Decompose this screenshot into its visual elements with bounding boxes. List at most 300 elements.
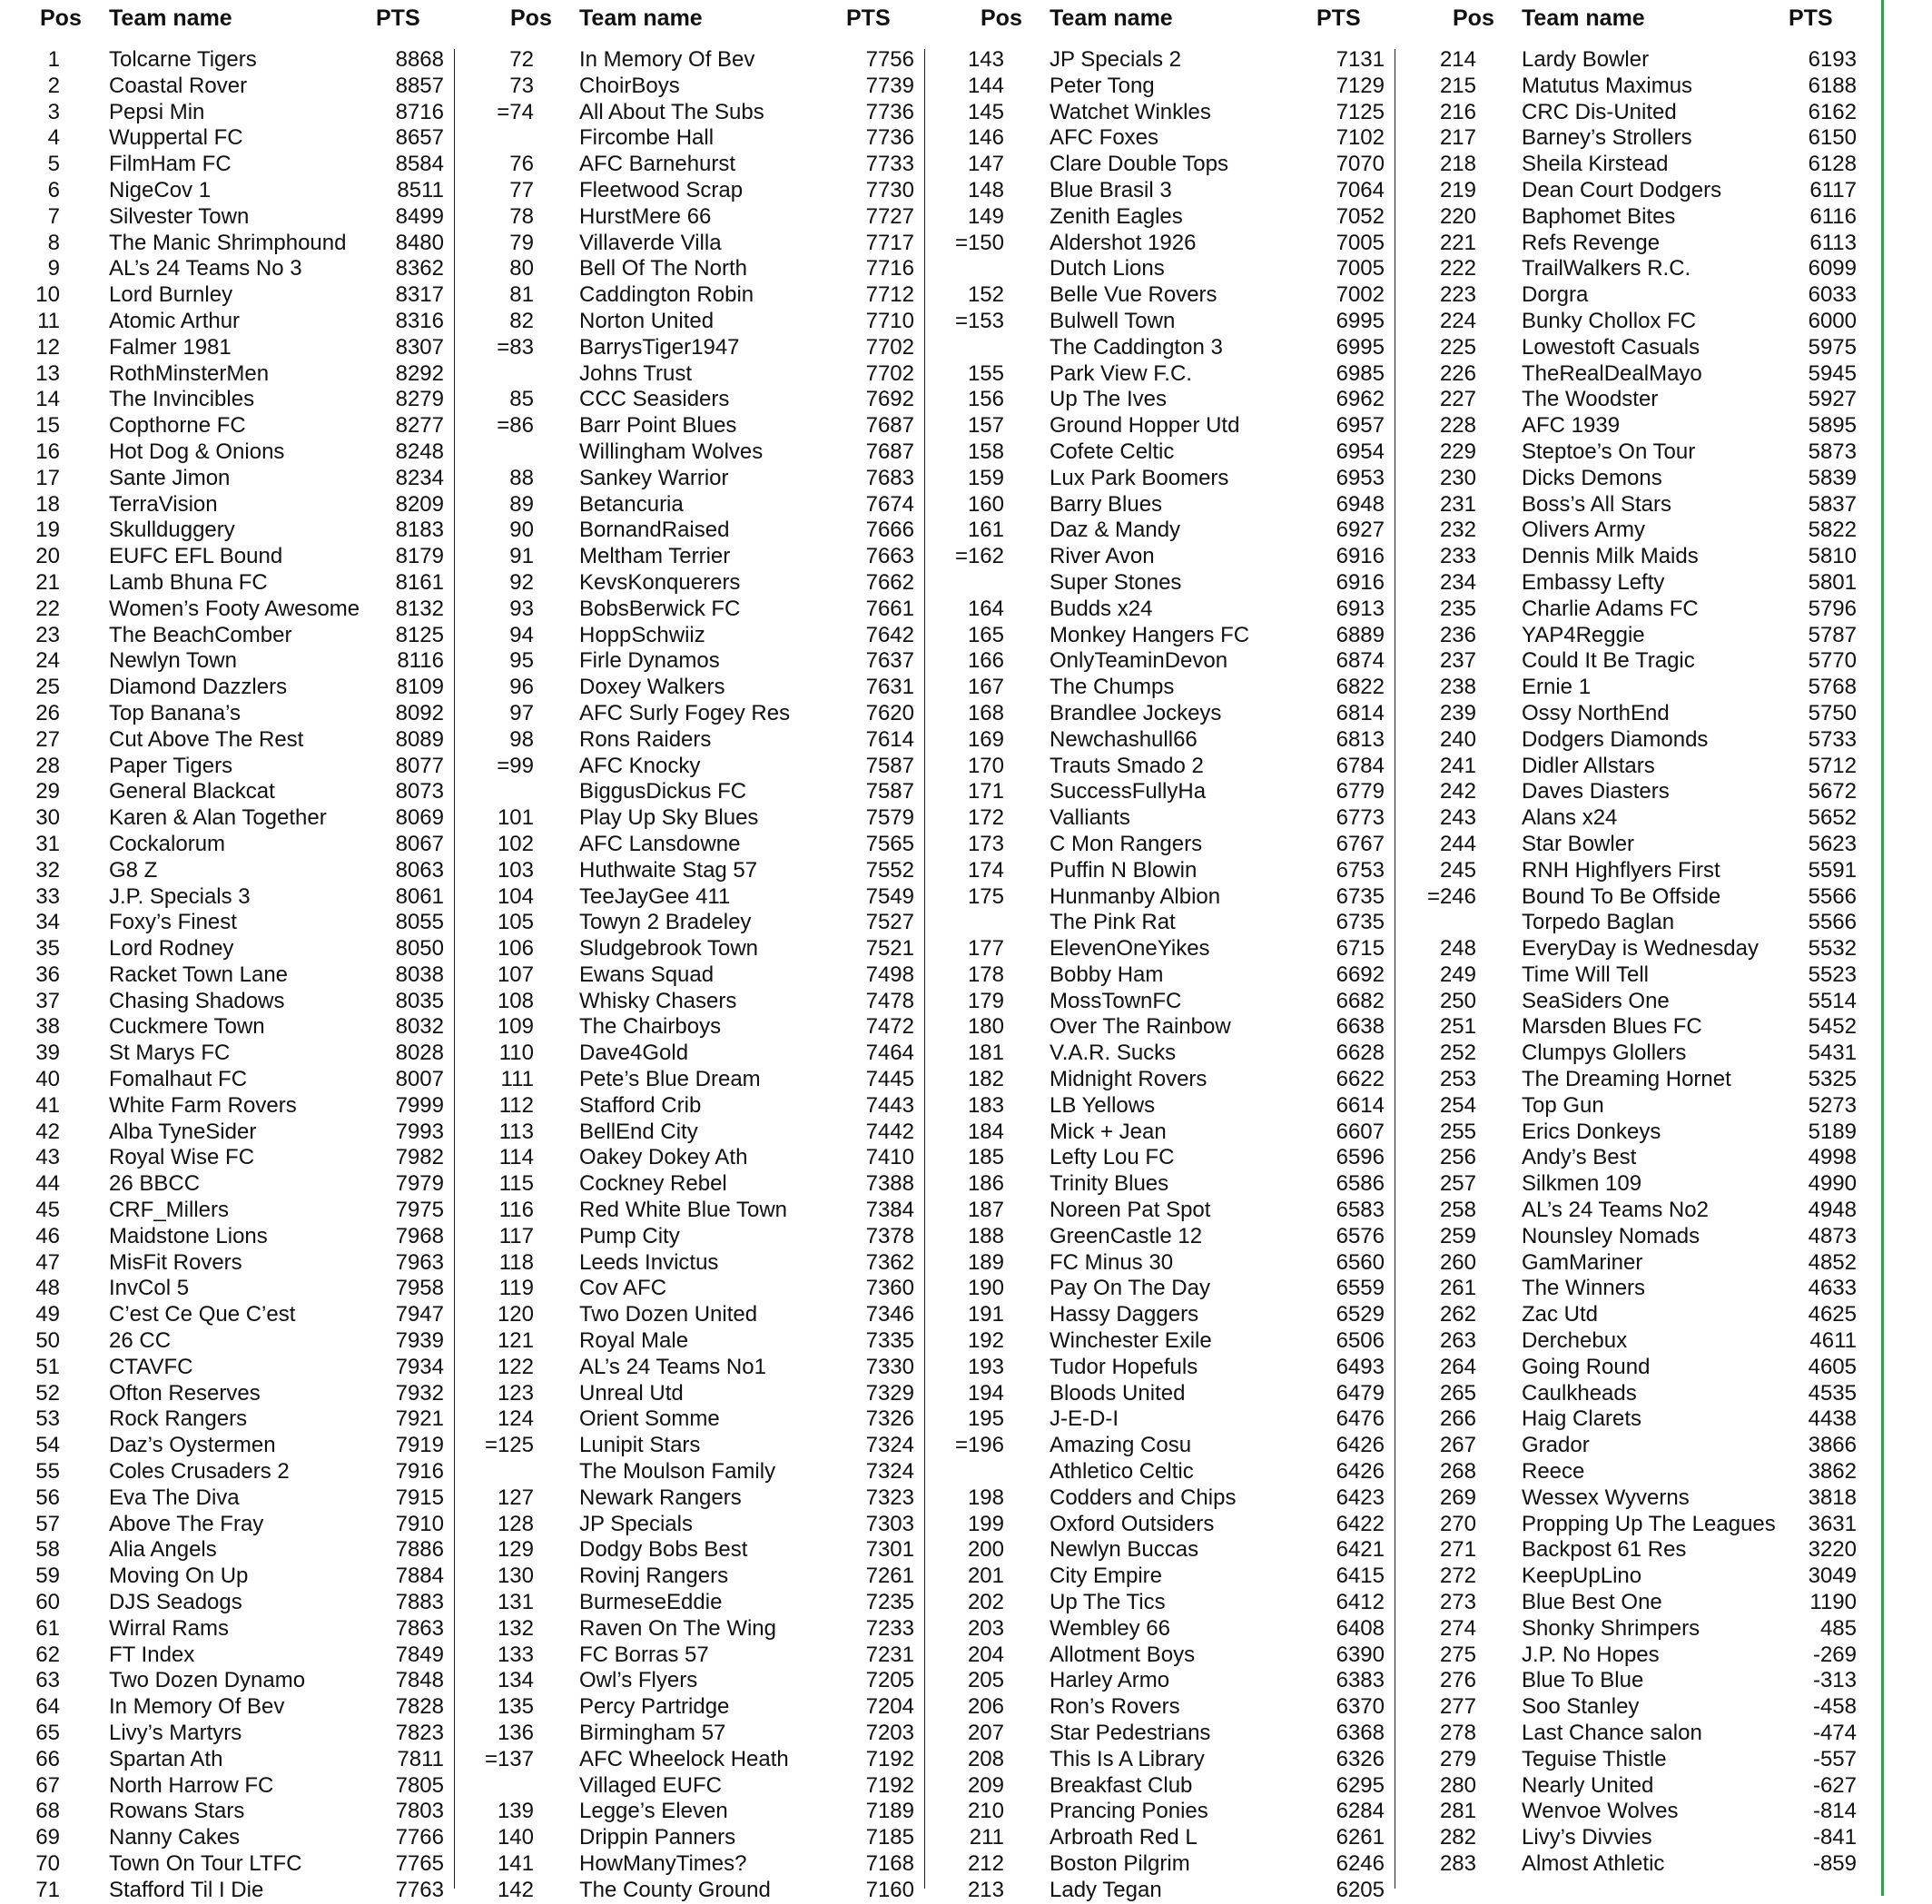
pts-cell: 6415 <box>1336 1564 1385 1589</box>
team-name-cell: Bound To Be Offside <box>1522 883 1721 909</box>
pos-cell: 61 <box>35 1615 60 1641</box>
team-name-cell: Fleetwood Scrap <box>579 177 744 202</box>
table-row <box>1425 100 1892 126</box>
pts-cell: 7303 <box>865 1511 914 1536</box>
team-name-cell: Willingham Wolves <box>579 439 764 464</box>
pos-cell: 182 <box>967 1067 1004 1092</box>
table-row <box>13 1878 479 1904</box>
pts-cell: 5801 <box>1808 569 1857 595</box>
team-name-cell: Town On Tour LTFC <box>109 1850 302 1876</box>
team-name-cell: Newchashull66 <box>1050 726 1198 752</box>
table-row <box>1425 361 1892 388</box>
pos-cell: 71 <box>35 1877 60 1902</box>
table-row <box>13 1067 479 1093</box>
team-name-cell: FilmHam FC <box>109 152 232 177</box>
table-row <box>13 1406 479 1433</box>
table-row <box>1425 309 1892 335</box>
table-row <box>1425 1668 1892 1694</box>
pos-cell: 36 <box>35 962 60 987</box>
header-team-name: Team name <box>1050 5 1173 31</box>
pos-cell: 90 <box>509 518 534 543</box>
pts-cell: -859 <box>1812 1850 1857 1876</box>
team-name-cell: The County Ground <box>579 1877 771 1902</box>
team-name-cell: JP Specials <box>579 1511 693 1536</box>
team-name-cell: Last Chance salon <box>1522 1721 1702 1745</box>
pts-cell: 8499 <box>395 203 444 229</box>
team-name-cell: Copthorne FC <box>109 413 246 439</box>
team-name-cell: AFC Surly Fogey Res <box>579 700 791 725</box>
pos-cell: 223 <box>1439 282 1476 308</box>
table-row <box>953 1381 1420 1407</box>
team-name-cell: Clumpys Glollers <box>1522 1041 1687 1066</box>
table-row <box>953 570 1420 597</box>
pts-cell: 8061 <box>395 883 444 909</box>
table-row <box>953 413 1420 439</box>
pts-cell: 7884 <box>395 1564 444 1589</box>
pos-cell: 244 <box>1439 831 1476 856</box>
pts-cell: 5750 <box>1808 700 1857 725</box>
pts-cell: 6205 <box>1336 1877 1385 1902</box>
team-name-cell: Newlyn Buccas <box>1050 1537 1199 1563</box>
header-pos: Pos <box>981 5 1022 31</box>
table-row <box>483 1668 950 1694</box>
pts-cell: 5927 <box>1808 387 1857 412</box>
pos-cell: 222 <box>1439 256 1476 281</box>
table-row <box>13 1328 479 1355</box>
pos-cell: 40 <box>35 1067 60 1092</box>
team-name-cell: BellEnd City <box>579 1119 698 1144</box>
pos-cell: 253 <box>1439 1067 1476 1092</box>
pts-cell: 8028 <box>395 1041 444 1066</box>
table-row <box>13 1145 479 1171</box>
pts-cell: 6559 <box>1336 1276 1385 1301</box>
team-name-cell: Diamond Dazzlers <box>109 675 288 700</box>
pts-cell: 7203 <box>865 1721 914 1745</box>
pos-cell: 124 <box>497 1406 534 1432</box>
pos-cell: 103 <box>497 857 534 883</box>
pos-cell: 267 <box>1439 1433 1476 1458</box>
pos-cell: 9 <box>47 256 60 281</box>
table-row <box>483 125 950 152</box>
table-row <box>13 178 479 204</box>
header-pts: PTS <box>376 5 420 31</box>
table-row <box>483 204 950 231</box>
team-name-cell: Oxford Outsiders <box>1050 1511 1215 1536</box>
team-name-cell: AFC 1939 <box>1522 413 1621 439</box>
pts-cell: 5325 <box>1808 1067 1857 1092</box>
team-name-cell: Sheila Kirstead <box>1522 152 1669 177</box>
team-name-cell: Alba TyneSider <box>109 1119 257 1144</box>
team-name-cell: Zac Utd <box>1522 1302 1599 1327</box>
pos-cell: 63 <box>35 1668 60 1693</box>
table-row <box>483 962 950 989</box>
pts-cell: 6813 <box>1336 726 1385 752</box>
pts-cell: 6529 <box>1336 1302 1385 1327</box>
pts-cell: 7614 <box>865 726 914 752</box>
table-row <box>483 1328 950 1355</box>
pos-cell: 5 <box>47 152 60 177</box>
team-name-cell: Going Round <box>1522 1354 1651 1379</box>
pts-cell: 5712 <box>1808 753 1857 778</box>
pos-cell: 235 <box>1439 596 1476 621</box>
team-name-cell: Cut Above The Rest <box>109 726 304 752</box>
pts-cell: 6188 <box>1808 73 1857 98</box>
pts-cell: 7993 <box>395 1119 444 1144</box>
pos-cell: 264 <box>1439 1354 1476 1379</box>
pos-cell: 82 <box>509 308 534 333</box>
team-name-cell: Lunipit Stars <box>579 1433 701 1458</box>
team-name-cell: Watchet Winkles <box>1050 99 1211 124</box>
table-row <box>1425 1145 1892 1171</box>
team-name-cell: Nearly United <box>1522 1772 1654 1798</box>
pos-cell: 121 <box>497 1328 534 1354</box>
table-row <box>953 282 1420 309</box>
pts-cell: 6368 <box>1336 1721 1385 1745</box>
team-name-cell: Tolcarne Tigers <box>109 47 257 72</box>
table-row <box>13 1041 479 1067</box>
pos-cell: 188 <box>967 1223 1004 1248</box>
header-pts: PTS <box>846 5 891 31</box>
table-row <box>953 675 1420 701</box>
team-name-cell: Daves Diasters <box>1522 779 1670 804</box>
team-name-cell: Ossy NorthEnd <box>1522 700 1670 725</box>
table-row <box>953 1302 1420 1328</box>
pts-cell: 4990 <box>1808 1171 1857 1197</box>
table-column-1 <box>13 0 479 1902</box>
team-name-cell: Haig Clarets <box>1522 1406 1642 1432</box>
pts-cell: 7168 <box>865 1850 914 1876</box>
team-name-cell: Wirral Rams <box>109 1615 229 1641</box>
pts-cell: 7192 <box>865 1772 914 1798</box>
table-row <box>13 623 479 649</box>
table-row <box>13 675 479 701</box>
team-name-cell: Foxy’s Finest <box>109 910 237 935</box>
team-name-cell: Villaged EUFC <box>579 1772 722 1798</box>
team-name-cell: Barry Blues <box>1050 491 1163 517</box>
pos-cell: 45 <box>35 1198 60 1223</box>
table-row <box>953 858 1420 884</box>
pos-cell: 271 <box>1439 1537 1476 1563</box>
pts-cell: 8055 <box>395 910 444 935</box>
pts-cell: 8092 <box>395 700 444 725</box>
column-divider <box>454 49 455 1889</box>
pos-cell: 242 <box>1439 779 1476 804</box>
team-name-cell: Peter Tong <box>1050 73 1155 98</box>
team-name-cell: Steptoe’s On Tour <box>1522 439 1696 464</box>
pts-cell: 5796 <box>1808 596 1857 621</box>
pos-cell: 28 <box>35 753 60 778</box>
pts-cell: 6421 <box>1336 1537 1385 1563</box>
table-row <box>1425 597 1892 623</box>
pos-cell: 128 <box>497 1511 534 1536</box>
team-name-cell: Ron’s Rovers <box>1050 1694 1180 1720</box>
pts-cell: 7005 <box>1336 230 1385 255</box>
pos-cell: 228 <box>1439 413 1476 439</box>
table-row <box>483 492 950 518</box>
table-row <box>483 309 950 335</box>
team-name-cell: Maidstone Lions <box>109 1223 268 1248</box>
team-name-cell: BobsBerwick FC <box>579 596 741 621</box>
table-row <box>13 1564 479 1590</box>
pts-cell: 6822 <box>1336 675 1385 700</box>
team-name-cell: The Chumps <box>1050 675 1175 700</box>
pts-cell: 6383 <box>1336 1668 1385 1693</box>
pts-cell: 7384 <box>865 1198 914 1223</box>
team-name-cell: C’est Ce Que C’est <box>109 1302 296 1327</box>
table-rows <box>483 47 950 1904</box>
pts-cell: 5591 <box>1808 857 1857 883</box>
pos-cell: 258 <box>1439 1198 1476 1223</box>
table-row <box>483 1171 950 1198</box>
pts-cell: 8248 <box>395 439 444 464</box>
team-name-cell: G8 Z <box>109 857 158 883</box>
pts-cell: 8161 <box>395 569 444 595</box>
pos-cell: 60 <box>35 1590 60 1615</box>
pts-cell: 6576 <box>1336 1223 1385 1248</box>
pts-cell: 4948 <box>1808 1198 1857 1223</box>
pos-cell: 265 <box>1439 1380 1476 1406</box>
pts-cell: 7915 <box>395 1485 444 1510</box>
pos-cell: 144 <box>967 73 1004 98</box>
table-row <box>953 1198 1420 1224</box>
pos-cell: 67 <box>35 1772 60 1798</box>
pts-cell: -814 <box>1812 1799 1857 1824</box>
pos-cell: 66 <box>35 1746 60 1771</box>
team-name-cell: North Harrow FC <box>109 1772 274 1798</box>
table-row <box>13 231 479 257</box>
pos-cell: 38 <box>35 1014 60 1040</box>
header-pts: PTS <box>1316 5 1361 31</box>
team-name-cell: Percy Partridge <box>579 1694 730 1720</box>
pos-cell: 49 <box>35 1302 60 1327</box>
pts-cell: 7712 <box>865 282 914 308</box>
pos-cell: 156 <box>967 387 1004 412</box>
pos-cell: 72 <box>509 47 534 72</box>
team-name-cell: Over The Rainbow <box>1050 1014 1231 1040</box>
team-name-cell: Embassy Lefty <box>1522 569 1665 595</box>
pts-cell: 6479 <box>1336 1380 1385 1406</box>
table-row <box>953 1250 1420 1277</box>
team-name-cell: Puffin N Blowin <box>1050 857 1198 883</box>
team-name-cell: Skullduggery <box>109 518 235 543</box>
table-row <box>953 544 1420 570</box>
pts-cell: 8480 <box>395 230 444 255</box>
pos-cell: 278 <box>1439 1721 1476 1745</box>
pts-cell: 5431 <box>1808 1041 1857 1066</box>
pos-cell: 69 <box>35 1825 60 1850</box>
table-row <box>13 1014 479 1041</box>
pos-cell: 119 <box>498 1276 534 1301</box>
table-row <box>483 648 950 675</box>
table-row <box>953 1773 1420 1800</box>
pos-cell: 135 <box>497 1694 534 1720</box>
pos-cell: 220 <box>1439 203 1476 229</box>
pos-cell: 139 <box>497 1799 534 1824</box>
pos-cell: 18 <box>35 491 60 517</box>
pts-cell: 5733 <box>1808 726 1857 752</box>
table-row <box>13 1773 479 1800</box>
pts-cell: 7886 <box>395 1537 444 1563</box>
column-header <box>1425 0 1892 40</box>
pts-cell: 6150 <box>1808 125 1857 151</box>
pts-cell: 7620 <box>865 700 914 725</box>
table-row <box>1425 832 1892 858</box>
team-name-cell: The Dreaming Hornet <box>1522 1067 1731 1092</box>
team-name-cell: Boston Pilgrim <box>1050 1850 1190 1876</box>
table-row <box>1425 1564 1892 1590</box>
pos-cell: 189 <box>967 1249 1004 1275</box>
team-name-cell: Brandlee Jockeys <box>1050 700 1222 725</box>
table-row <box>483 1067 950 1093</box>
team-name-cell: Star Pedestrians <box>1050 1721 1211 1745</box>
table-row <box>483 727 950 754</box>
pos-cell: 111 <box>500 1067 534 1092</box>
pos-cell: 169 <box>967 726 1004 752</box>
pts-cell: 6995 <box>1336 308 1385 333</box>
table-row <box>483 1198 950 1224</box>
table-row <box>1425 858 1892 884</box>
table-row <box>483 1773 950 1800</box>
pts-cell: 4633 <box>1808 1276 1857 1301</box>
team-name-cell: St Marys FC <box>109 1041 231 1066</box>
table-row <box>483 1459 950 1485</box>
team-name-cell: This Is A Library <box>1050 1746 1205 1771</box>
pos-cell: =162 <box>954 544 1004 569</box>
team-name-cell: KeepUpLino <box>1522 1564 1642 1589</box>
team-name-cell: Unreal Utd <box>579 1380 684 1406</box>
table-row <box>13 1224 479 1250</box>
pos-cell: 219 <box>1439 177 1476 202</box>
pts-cell: 5273 <box>1808 1092 1857 1118</box>
table-row <box>1425 1694 1892 1721</box>
table-row <box>953 335 1420 361</box>
team-name-cell: Breakfast Club <box>1050 1772 1193 1798</box>
pts-cell: 7947 <box>395 1302 444 1327</box>
table-row <box>13 309 479 335</box>
pos-cell: 274 <box>1439 1615 1476 1641</box>
pts-cell: 5770 <box>1808 648 1857 674</box>
pts-cell: 7805 <box>395 1772 444 1798</box>
team-name-cell: EveryDay is Wednesday <box>1522 936 1759 962</box>
pos-cell: =137 <box>484 1746 534 1771</box>
table-row <box>13 989 479 1015</box>
table-row <box>13 204 479 231</box>
pos-cell: 238 <box>1439 675 1476 700</box>
pts-cell: 7736 <box>865 125 914 151</box>
pts-cell: 5566 <box>1808 883 1857 909</box>
pts-cell: 7863 <box>395 1615 444 1641</box>
table-row <box>13 1355 479 1381</box>
table-row <box>953 1276 1420 1302</box>
team-name-cell: Livy’s Divvies <box>1522 1825 1652 1850</box>
pos-cell: 14 <box>35 387 60 412</box>
pos-cell: 93 <box>509 596 534 621</box>
team-name-cell: River Avon <box>1050 544 1155 569</box>
pts-cell: 7666 <box>865 518 914 543</box>
team-name-cell: Prancing Ponies <box>1050 1799 1208 1824</box>
pts-cell: -627 <box>1812 1772 1857 1798</box>
pts-cell: 6682 <box>1336 988 1385 1013</box>
table-row <box>13 1590 479 1616</box>
pts-cell: 7324 <box>865 1433 914 1458</box>
pos-cell: 30 <box>35 805 60 831</box>
table-row <box>13 701 479 727</box>
pos-cell: 42 <box>35 1119 60 1144</box>
pos-cell: 171 <box>967 779 1004 804</box>
pts-cell: 7717 <box>865 230 914 255</box>
pos-cell: 20 <box>35 544 60 569</box>
table-row <box>1425 178 1892 204</box>
team-name-cell: MossTownFC <box>1050 988 1182 1013</box>
pts-cell: 7362 <box>865 1249 914 1275</box>
table-row <box>953 1120 1420 1146</box>
pos-cell: 44 <box>35 1171 60 1197</box>
team-name-cell: The Pink Rat <box>1050 910 1176 935</box>
pos-cell: 160 <box>967 491 1004 517</box>
pts-cell: 8063 <box>395 857 444 883</box>
pos-cell: 173 <box>967 831 1004 856</box>
table-row <box>483 1355 950 1381</box>
pts-cell: 6962 <box>1336 387 1385 412</box>
team-name-cell: Torpedo Baglan <box>1522 910 1675 935</box>
pts-cell: 6735 <box>1336 883 1385 909</box>
pts-cell: 7346 <box>865 1302 914 1327</box>
team-name-cell: Silvester Town <box>109 203 250 229</box>
pts-cell: 7683 <box>865 465 914 490</box>
pts-cell: 7849 <box>395 1642 444 1667</box>
pts-cell: 7921 <box>395 1406 444 1432</box>
pos-cell: 129 <box>497 1537 534 1563</box>
pos-cell: 116 <box>498 1198 534 1223</box>
pts-cell: 3049 <box>1808 1564 1857 1589</box>
pts-cell: 4852 <box>1808 1249 1857 1275</box>
pos-cell: 240 <box>1439 726 1476 752</box>
table-row <box>1425 1406 1892 1433</box>
pts-cell: 5975 <box>1808 334 1857 360</box>
team-name-cell: Noreen Pat Spot <box>1050 1198 1211 1223</box>
team-name-cell: HoppSchwiiz <box>579 622 705 647</box>
pts-cell: 7498 <box>865 962 914 987</box>
pos-cell: 141 <box>497 1850 534 1876</box>
pos-cell: =99 <box>497 753 534 778</box>
table-row <box>13 1825 479 1851</box>
table-row <box>13 439 479 466</box>
pts-cell: 5652 <box>1808 805 1857 831</box>
table-row <box>483 439 950 466</box>
team-name-cell: Lamb Bhuna FC <box>109 569 268 595</box>
table-row <box>953 256 1420 282</box>
team-name-cell: Budds x24 <box>1050 596 1153 621</box>
pos-cell: 203 <box>967 1615 1004 1641</box>
table-row <box>953 518 1420 544</box>
team-name-cell: RothMinsterMen <box>109 360 270 386</box>
pos-cell: 95 <box>509 648 534 674</box>
pts-cell: 6586 <box>1336 1171 1385 1197</box>
pts-cell: 3866 <box>1808 1433 1857 1458</box>
table-row <box>1425 1067 1892 1093</box>
pts-cell: 6128 <box>1808 152 1857 177</box>
table-row <box>13 570 479 597</box>
table-row <box>953 884 1420 911</box>
team-name-cell: Top Gun <box>1522 1092 1604 1118</box>
pos-cell: 51 <box>35 1354 60 1379</box>
pts-cell: 6117 <box>1809 177 1857 202</box>
team-name-cell: TheRealDealMayo <box>1522 360 1702 386</box>
pts-cell: 7631 <box>865 675 914 700</box>
pos-cell: 35 <box>35 936 60 962</box>
team-name-cell: Up The Ives <box>1050 387 1167 412</box>
team-name-cell: Daz’s Oystermen <box>109 1433 276 1458</box>
